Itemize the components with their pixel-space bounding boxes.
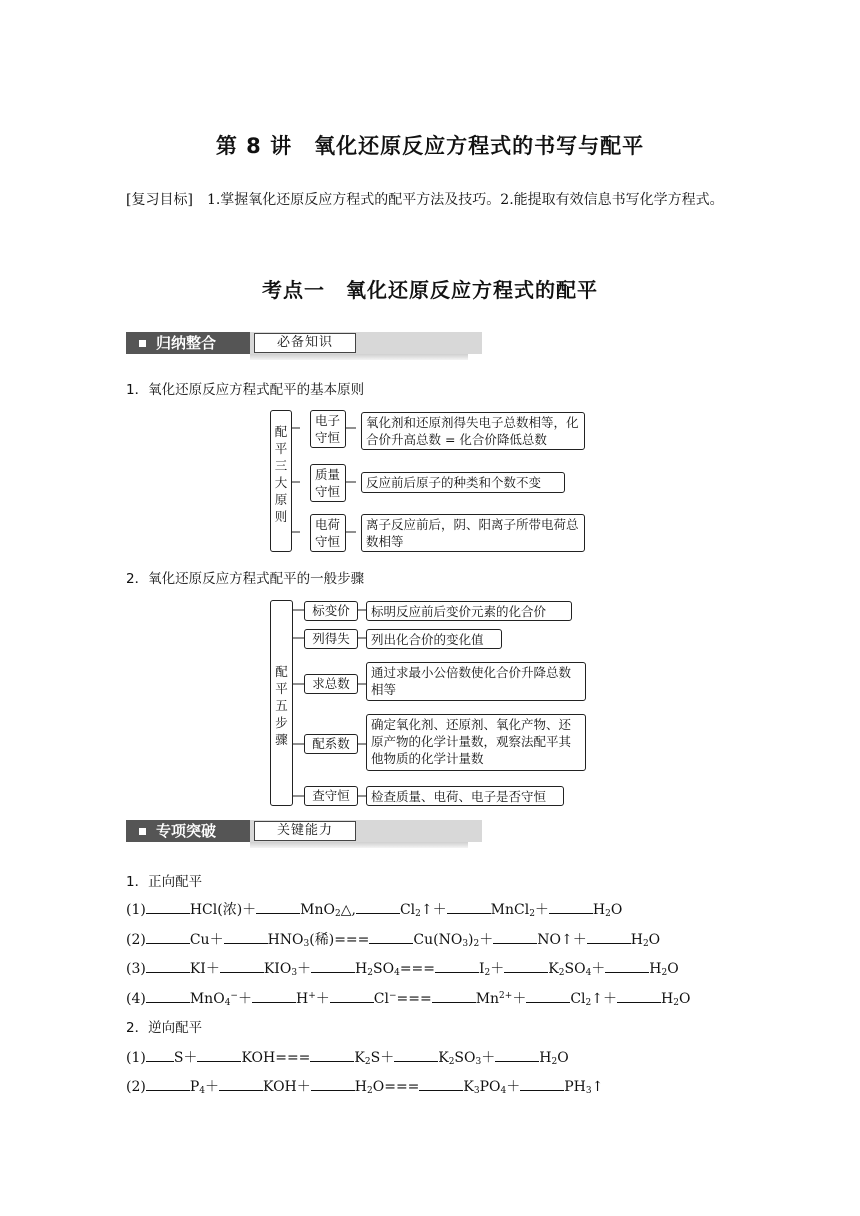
formula-text: Cu(NO [413,932,463,948]
blank[interactable] [256,901,300,914]
blank[interactable] [369,931,413,944]
formula-text: H [630,932,643,948]
section-bar-practice [126,818,468,848]
principle-desc-electron: 氧化剂和还原剂得失电子总数相等，化合价升高总数 = 化合价降低总数 [361,412,585,450]
blank[interactable] [356,901,400,914]
formula-text: === [396,991,432,1007]
blank[interactable] [146,901,190,914]
blank[interactable] [146,990,190,1003]
formula-text: H [354,1079,367,1095]
square-icon [139,828,146,835]
formula-text: H [539,1050,552,1066]
blank[interactable] [394,1049,438,1062]
formula-text: H [355,961,368,977]
principle-desc-mass: 反应前后原子的种类和个数不变 [361,472,565,493]
formula-text: MnCl [490,902,530,918]
formula-text: K [463,1079,474,1095]
eq-number: (2) [126,1079,146,1095]
equation-3: (3) $KI+ KIO_3+ H_2SO_4=== I_2+ K_2SO_4+ H_2O$ [126,961,679,978]
formula-text: Cl [570,991,586,1007]
blank[interactable] [435,960,479,973]
blank[interactable] [252,990,296,1003]
step-desc-2: 列出化合价的变化值 [366,629,502,649]
step-desc-3: 通过求最小公倍数使化合价升降总数相等 [366,662,586,701]
principle-desc-charge: 离子反应前后，阴、阳离子所带电荷总数相等 [361,514,585,552]
heading-steps: 2．氧化还原反应方程式配平的一般步骤 [126,571,365,587]
blank[interactable] [146,1049,174,1062]
principle-label: 电荷守恒 [315,517,341,549]
formula-text: MnO [300,902,336,918]
blank[interactable] [605,960,649,973]
blank[interactable] [587,931,631,944]
formula-text: O [610,902,623,918]
formula-text: ↑＋ [591,991,617,1007]
blank[interactable] [330,990,374,1003]
eq-number: (4) [126,991,146,1007]
square-icon [139,340,146,347]
bar-light-tab [250,332,482,354]
blank[interactable] [311,960,355,973]
formula-text: ＋ [205,1079,219,1095]
formula-text: SO [564,961,586,977]
formula-text: ＋ [315,991,330,1007]
blank[interactable] [219,1078,263,1091]
formula-text: KOH [241,1050,276,1066]
heading-reverse-balance: 2．逆向配平 [126,1020,203,1036]
blank[interactable] [493,931,537,944]
objectives-text: 1.掌握氧化还原反应方程式的配平方法及技巧。2.能提取有效信息书写化学方程式。 [206,192,724,208]
review-objectives [126,186,736,214]
principle-label: 电子守恒 [315,413,341,445]
principle-mass [310,464,346,502]
blank[interactable] [146,931,190,944]
principles-root [270,410,292,552]
blank[interactable] [495,1049,539,1062]
eq-number: (1) [126,1050,146,1066]
formula-text: Cl [373,991,389,1007]
formula-text: HNO [267,932,304,948]
eq-number: (1) [126,902,146,918]
formula-text: O [678,991,691,1007]
heading-principles: 1．氧化还原反应方程式配平的基本原则 [126,382,365,398]
blank[interactable] [419,1078,463,1091]
formula-text: O [372,1079,385,1095]
principles-diagram [270,408,590,554]
formula-text: KIO [263,961,292,977]
blank[interactable] [197,1049,241,1062]
bar-left-label: 归纳整合 [156,334,217,352]
steps-root [270,600,293,806]
equation-2: (2) $Cu+ HNO_3$(稀)=== $Cu(NO_3)_2+$ NO↑＋ $H_2O$ [126,932,661,949]
step-label-4: 配系数 [304,734,358,754]
step-desc-5: 检查质量、电荷、电子是否守恒 [366,786,564,806]
step-label-3: 求总数 [304,674,358,694]
blank[interactable] [617,990,661,1003]
blank[interactable] [504,960,548,973]
blank[interactable] [311,1078,355,1091]
formula-text: Cu＋ [189,932,224,948]
eq-number: (3) [126,961,146,977]
formula-text: === [334,932,370,948]
formula-text: H [649,961,662,977]
formula-text: ↑ [591,1079,604,1095]
steps-diagram [270,598,590,808]
bar-right-label: 必备知识 [254,333,356,353]
equation-1: (1) HCl(浓)＋ MnO$_2$△, $Cl_2↑+$ MnCl$_2$＋ $H_2O$ [126,902,623,919]
formula-text: === [275,1050,311,1066]
blank[interactable] [224,931,268,944]
formula-text: NO↑＋ [537,932,587,948]
formula-text: ＋ [380,1050,395,1066]
heading-forward-balance: 1．正向配平 [126,874,203,890]
formula-text: ＋ [591,961,606,977]
formula-text: === [384,1079,420,1095]
formula-text: ＋ [512,991,527,1007]
formula-text: P [189,1079,200,1095]
formula-text: ＋ [297,961,312,977]
blank[interactable] [520,1078,564,1091]
page-title: 第 8 讲 氧化还原反应方程式的书写与配平 [215,134,645,158]
formula-text: ＋ [534,902,549,918]
formula-text: HCl(浓)＋ [189,902,257,918]
bar-shadow [250,354,468,360]
formula-text: ＋ [481,1050,496,1066]
formula-text: H [661,991,674,1007]
formula-text: O [667,961,679,977]
bar-dark-tab [126,820,250,842]
step-label-5: 查守恒 [304,786,358,806]
formula-text: KI＋ [189,961,220,977]
formula-text: H [295,991,309,1007]
equation-6: (2) $P_4+ KOH+ H_2O=== K_3PO_4+$ $PH_3↑$ [126,1079,604,1096]
formula-text: ＋ [490,961,505,977]
principle-electron [310,410,346,448]
principle-charge [310,514,346,552]
formula-text: O [557,1050,569,1066]
equation-4: (4) $MnO_4^-+ H^++ Cl^-=== Mn^{2+}+$ $Cl_2↑+ H_2O$ [126,991,691,1008]
formula-text: K [354,1050,365,1066]
blank[interactable] [526,990,570,1003]
blank[interactable] [447,901,491,914]
formula-text: S＋ [173,1050,198,1066]
eq-number: (2) [126,932,146,948]
principle-label: 质量守恒 [315,467,341,499]
steps-root-label: 配平五步骤 [275,664,288,747]
formula-text: ＋ [479,932,494,948]
formula-text: Mn [475,991,500,1007]
bar-light-tab [250,820,482,842]
equation-5: (1) $S+ KOH=== K_2S+ K_2SO_3+ H_2O$ [126,1050,569,1067]
formula-text: K [548,961,559,977]
formula-text: ＋ [506,1079,521,1095]
step-label-2: 列得失 [304,629,358,649]
formula-text: (稀) [309,932,335,948]
formula-text: PH [564,1079,586,1095]
step-desc-4: 确定氧化剂、还原剂、氧化产物、还原产物的化学计量数，观察法配平其他物质的化学计量数 [366,714,586,771]
formula-text: K [438,1050,449,1066]
formula-text: O [648,932,661,948]
formula-text: H [592,902,606,918]
section-bar-summary [126,330,468,360]
formula-text: I [479,961,485,977]
formula-text: ↑＋ [420,902,447,918]
blank[interactable] [310,1049,354,1062]
formula-text: KOH [263,1079,297,1095]
step-label-1: 标变价 [304,601,358,621]
blank[interactable] [146,960,190,973]
principles-root-label: 配平三大原则 [274,424,288,524]
objectives-tag: [复习目标] [126,192,193,208]
step-desc-1: 标明反应前后变价元素的化合价 [366,601,572,621]
blank[interactable] [432,990,476,1003]
bar-left-label: 专项突破 [156,822,217,840]
formula-text: ＋ [296,1079,311,1095]
formula-text: === [399,961,436,977]
formula-text: ＋ [237,991,252,1007]
bar-right-label: 关键能力 [254,821,356,841]
formula-text: SO [373,961,395,977]
formula-text: MnO [189,991,225,1007]
section-title: 考点一 氧化还原反应方程式的配平 [262,278,598,302]
formula-text: △, [340,902,356,918]
blank[interactable] [146,1078,190,1091]
blank[interactable] [549,901,593,914]
bar-shadow [250,842,468,848]
bar-dark-tab [126,332,250,354]
blank[interactable] [220,960,264,973]
formula-text: Cl [399,902,416,918]
